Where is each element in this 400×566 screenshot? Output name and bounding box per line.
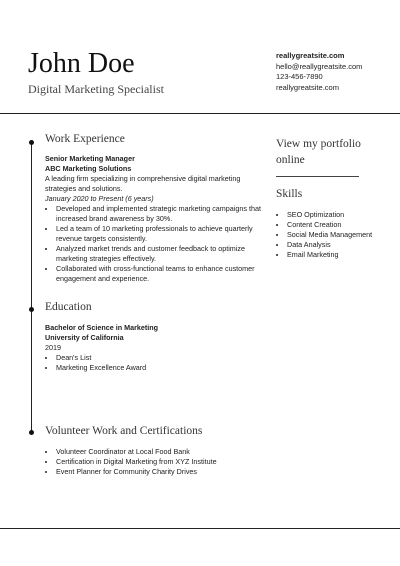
email-link[interactable]: hello@reallygreatsite.com: [276, 61, 363, 71]
list-item: • Analyzed market trends and customer feedback to optimize marketing strategies effectively.: [56, 244, 263, 264]
experience-description: A leading firm specializing in comprehensive digital marketing strategies and solutions.: [45, 174, 241, 193]
list-item: • Certification in Digital Marketing from XYZ Institute: [56, 457, 263, 467]
education-heading: Education: [45, 301, 92, 313]
experience-role: Senior Marketing Manager: [45, 154, 135, 163]
timeline-dot-education: [29, 307, 34, 312]
volunteer-heading: Volunteer Work and Certifications: [45, 425, 203, 437]
list-item: • Collaborated with cross-functional teams to enhance customer engagement and experience.: [56, 264, 263, 284]
phone-number: 123-456-7890: [276, 72, 323, 82]
contact-block: [276, 51, 362, 93]
top-divider: [0, 113, 400, 114]
skills-section: [276, 210, 394, 260]
timeline-line: [31, 142, 32, 432]
list-item: • Developed and implemented strategic marketing campaigns that increased brand awareness by 30%.: [56, 204, 263, 224]
list-item: • Dean's List: [56, 353, 263, 363]
website-link[interactable]: reallygreatsite.com: [276, 82, 339, 92]
job-title: Digital Marketing Specialist: [28, 82, 164, 96]
list-item: • Volunteer Coordinator at Local Food Bank: [56, 447, 263, 457]
volunteer-section: [45, 447, 263, 477]
education-degree: Bachelor of Science in Marketing: [45, 323, 159, 332]
skills-list: [276, 210, 394, 260]
website-link-bold[interactable]: reallygreatsite.com: [276, 51, 345, 60]
portfolio-underline: [276, 176, 359, 177]
list-item: • Social Media Management: [287, 230, 394, 240]
list-item: • Email Marketing: [287, 250, 394, 260]
experience-heading: Work Experience: [45, 133, 125, 145]
experience-dates: January 2020 to Present (6 years): [45, 194, 154, 203]
education-section: [45, 323, 263, 373]
list-item: • Marketing Excellence Award: [56, 363, 263, 373]
list-item: • Led a team of 10 marketing professionals to achieve quarterly revenue targets consistently.: [56, 224, 263, 244]
skills-heading: Skills: [276, 188, 303, 200]
list-item: • Content Creation: [287, 220, 394, 230]
education-school: University of California: [45, 333, 124, 342]
education-bullets: [45, 353, 263, 373]
timeline-dot-experience: [29, 140, 34, 145]
portfolio-link[interactable]: View my portfolio online: [276, 138, 361, 166]
bottom-divider: [0, 528, 400, 529]
experience-section: [45, 154, 263, 284]
list-item: • SEO Optimization: [287, 210, 394, 220]
volunteer-bullets: [45, 447, 263, 477]
education-year: 2019: [45, 343, 61, 352]
timeline-dot-volunteer: [29, 430, 34, 435]
experience-bullets: [45, 204, 263, 284]
list-item: • Event Planner for Community Charity Drives: [56, 467, 263, 477]
experience-company: ABC Marketing Solutions: [45, 164, 132, 173]
list-item: • Data Analysis: [287, 240, 394, 250]
candidate-name: John Doe: [28, 48, 135, 79]
